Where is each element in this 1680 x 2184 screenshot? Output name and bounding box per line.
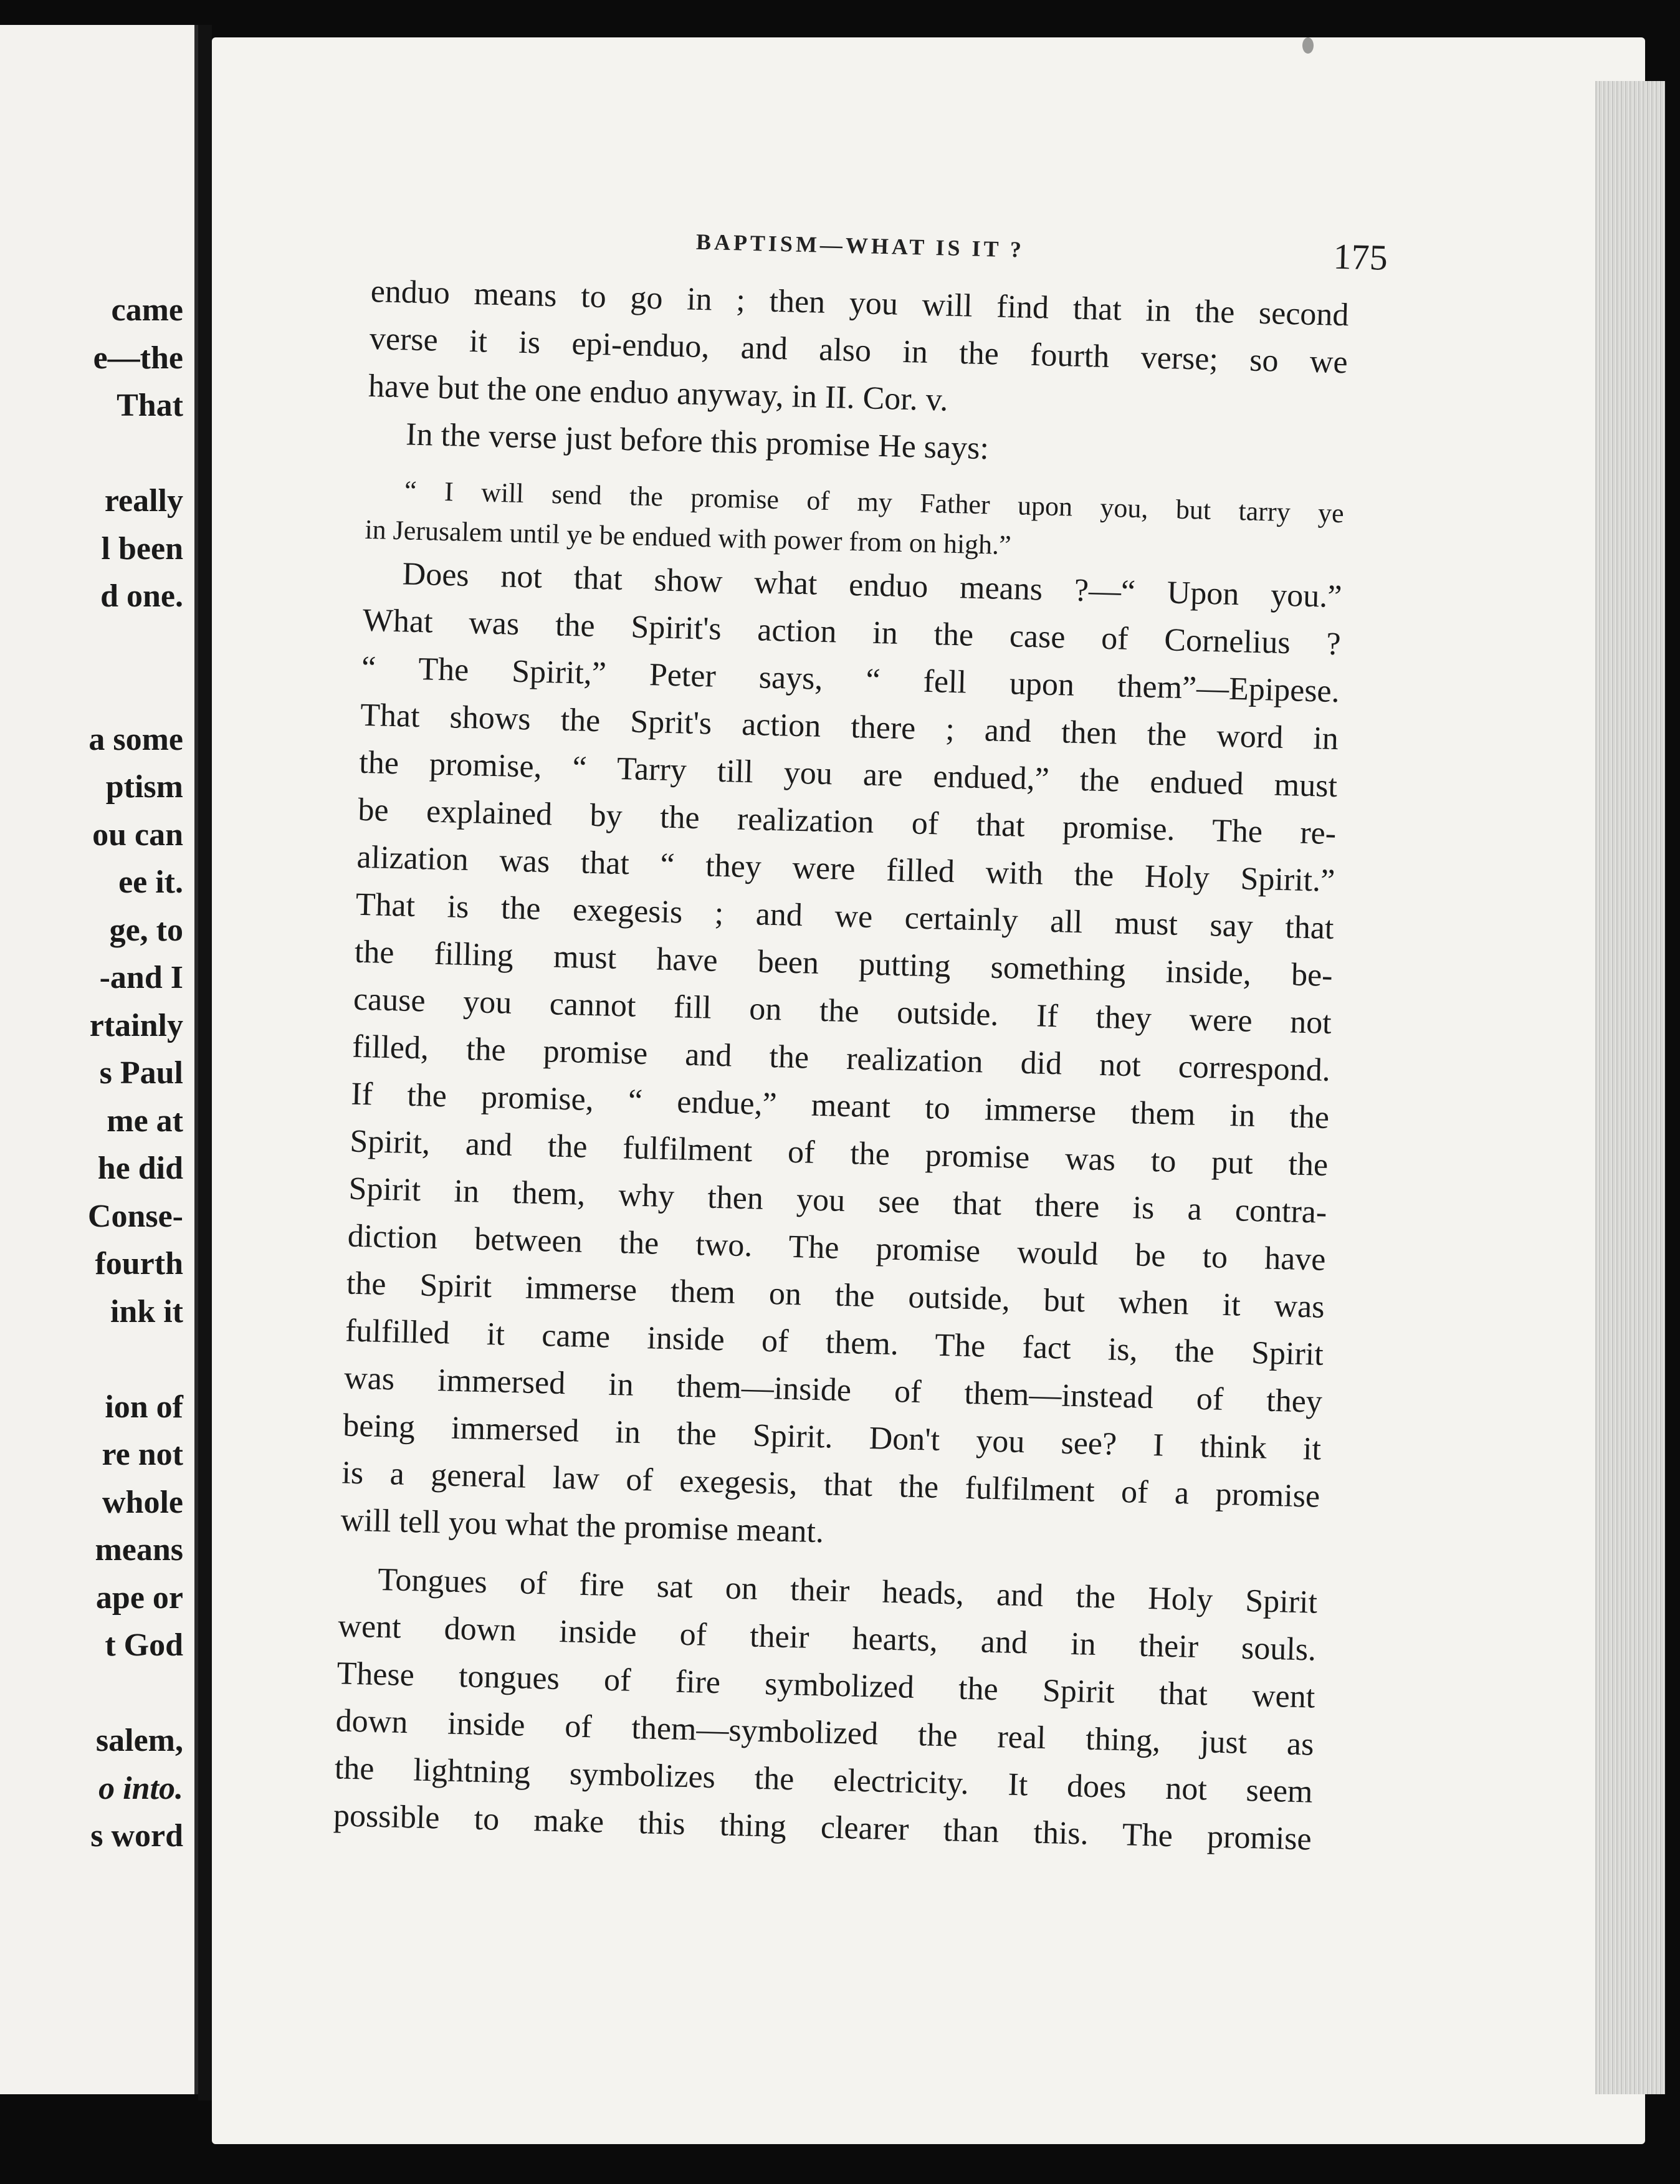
left-page-line: o into. xyxy=(98,1770,183,1806)
body-line: If the promise, “ endue,” meant to immerse them in the xyxy=(350,1076,1330,1136)
left-page-line: Conse- xyxy=(87,1198,183,1234)
body-line: be explained by the realization of that promise. The re- xyxy=(357,792,1337,852)
left-page-line: fourth xyxy=(95,1246,183,1281)
body-line: the Spirit immerse them on the outside, but when it was xyxy=(346,1265,1325,1325)
body-line: That shows the Sprit's action there ; and then the word in xyxy=(360,697,1339,757)
body-line: the lightning symbolizes the electricity. It does not seem xyxy=(334,1750,1314,1810)
body-line: That is the exegesis ; and we certainly all must say that xyxy=(355,886,1335,947)
left-page-line: means xyxy=(95,1532,183,1568)
left-page-line: rtainly xyxy=(89,1007,183,1043)
body-line: Spirit in them, why then you see that there is a contra- xyxy=(348,1171,1327,1230)
book-gutter xyxy=(198,25,212,2100)
body-line: “ I will send the promise of my Father upon you, but tarry ye xyxy=(404,475,1345,529)
left-page-line: That xyxy=(117,388,183,423)
body-line: possible to make this thing clearer than this. The promise xyxy=(333,1798,1312,1857)
body-line: diction between the two. The promise would be to have xyxy=(347,1218,1327,1278)
body-line: alization was that “ they were filled with the Holy Spirit.” xyxy=(356,839,1335,899)
left-page-line: e—the xyxy=(93,340,183,376)
left-page-line: l been xyxy=(101,530,183,567)
body-line: What was the Spirit's action in the case of Cornelius ? xyxy=(362,602,1342,663)
body-line: will tell you what the promise meant. xyxy=(340,1502,824,1550)
left-page-line: t God xyxy=(105,1627,183,1663)
left-page-line: came xyxy=(111,292,183,328)
left-page-line: salem, xyxy=(95,1723,183,1758)
body-line: verse it is epi-enduo, and also in the fourth verse; so we xyxy=(369,320,1348,381)
left-page-line: ou can xyxy=(92,817,183,853)
body-line: These tongues of fire symbolized the Spirit that went xyxy=(336,1655,1315,1715)
left-page-line: ape or xyxy=(95,1579,183,1616)
left-page-line: ptism xyxy=(105,769,183,805)
body-line: Does not that show what enduo means ?—“ Upon you.” xyxy=(402,556,1343,615)
left-facing-page xyxy=(0,25,198,2094)
left-page-line: me at xyxy=(107,1103,183,1139)
page-number: 175 xyxy=(1332,236,1388,278)
body-line: went down inside of their hearts, and in their souls. xyxy=(337,1608,1317,1668)
left-page-line: ion of xyxy=(105,1389,183,1425)
left-page-line: he did xyxy=(97,1151,183,1186)
body-line: fulfilled it came inside of them. The fact is, the Spirit xyxy=(345,1313,1324,1372)
left-page-line: -and I xyxy=(99,960,183,995)
left-page-line: s word xyxy=(90,1818,183,1854)
body-line: being immersed in the Spirit. Don't you see? I think it xyxy=(342,1407,1322,1467)
body-line: cause you cannot fill on the outside. If they were not xyxy=(353,981,1332,1041)
body-line: filled, the promise and the realization did not correspond. xyxy=(351,1028,1331,1088)
body-line: In the verse just before this promise He says: xyxy=(405,416,990,467)
body-line: Spirit, and the fulfilment of the promise was to put the xyxy=(349,1123,1329,1183)
left-page-line: whole xyxy=(102,1484,183,1520)
body-line: down inside of them—symbolized the real thing, just as xyxy=(335,1703,1315,1763)
left-page-line: really xyxy=(104,483,183,519)
body-line: is a general law of exegesis, that the fulfilment of a promise xyxy=(341,1455,1320,1515)
body-line: “ The Spirit,” Peter says, “ fell upon them”—Epipese. xyxy=(361,649,1340,710)
left-page-line: a some xyxy=(88,721,183,757)
left-page-line: s Paul xyxy=(99,1055,183,1091)
left-page-line: ge, to xyxy=(109,912,183,948)
body-line: have but the one enduo anyway, in II. Cor. v. xyxy=(368,368,949,418)
page-edges xyxy=(1595,81,1665,2094)
left-page-line: ee it. xyxy=(118,865,183,900)
left-page-line: ink it xyxy=(110,1293,183,1329)
body-line: Tongues of fire sat on their heads, and the Holy Spirit xyxy=(377,1561,1318,1621)
body-line: in Jerusalem until ye be endued with power from on high.” xyxy=(364,514,1012,561)
body-line: the promise, “ Tarry till you are endued,” the endued must xyxy=(358,744,1338,805)
body-line: enduo means to go in ; then you will find that in the second xyxy=(370,273,1350,333)
running-head-title: BAPTISM—WHAT IS IT ? xyxy=(695,229,1025,262)
left-page-line: re not xyxy=(102,1437,183,1472)
body-line: was immersed in them—inside of them—instead of they xyxy=(343,1360,1323,1420)
left-page-line: d one. xyxy=(100,578,183,614)
body-line: the filling must have been putting something inside, be- xyxy=(354,934,1334,994)
